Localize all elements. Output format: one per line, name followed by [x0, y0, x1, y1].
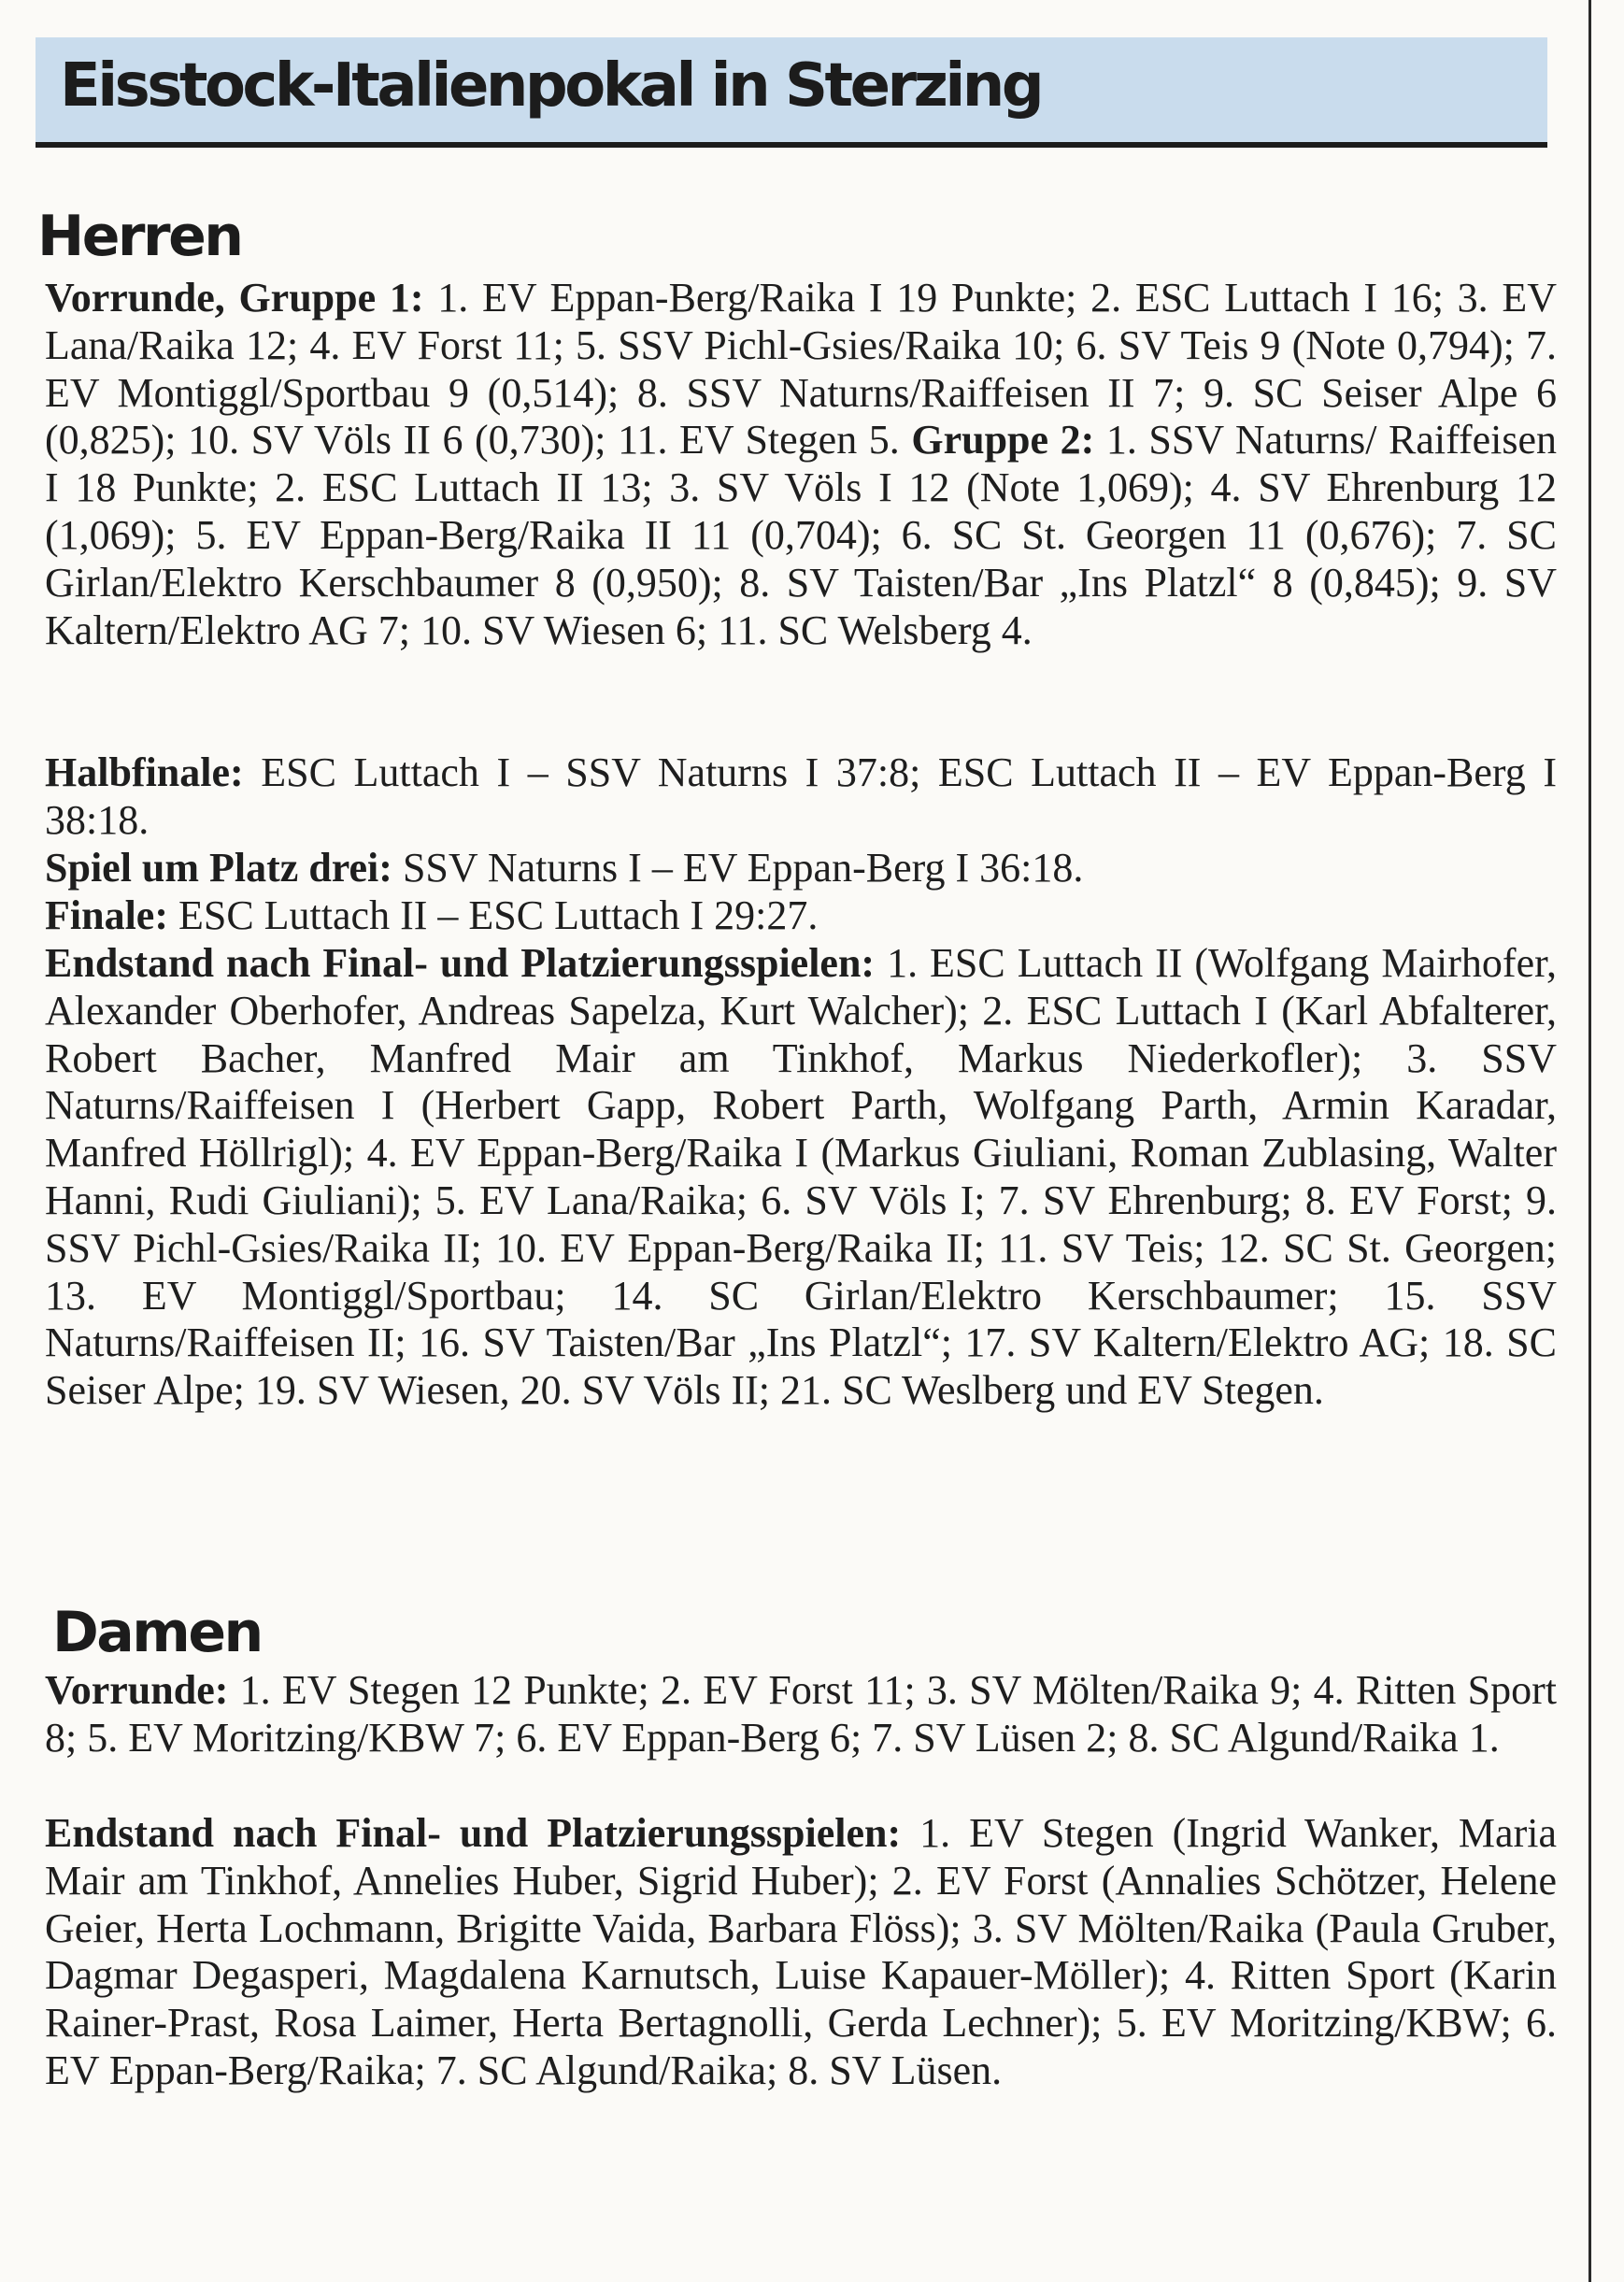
label-vorrunde-gruppe-1: Vorrunde, Gruppe 1: [45, 275, 424, 321]
text-halbfinale: ESC Luttach I – SSV Naturns I 37:8; ESC Luttach II – EV Eppan-Berg I 38:18. [45, 749, 1557, 843]
label-finale: Finale: [45, 892, 168, 938]
text-vorrunde-damen: 1. EV Stegen 12 Punkte; 2. EV Forst 11; 3. SV Mölten/Raika 9; 4. Ritten Sport 8; 5. EV Moritzing/KBW 7; 6. EV Eppan-Berg 6; 7. SV Lüsen 2; 8. SC Algund/Raika 1. [45, 1667, 1557, 1761]
text-endstand-damen: 1. EV Stegen (Ingrid Wanker, Maria Mair am Tinkhof, Annelies Huber, Sigrid Huber); 2. EV Forst (Annalies Schötzer, Helene Geier, Herta Lochmann, Brigitte Vaida, Barbara Flöss); 3. SV Mölten/Raika (Paula Gruber, Dagmar Degasperi, Magdalena Karnutsch, Luise Kapauer-Möller); 4. Ritten Sport (Karin Rainer-Prast, Rosa Laimer, Herta Bertagnolli, Gerda Lechner); 5. EV Moritzing/KBW; 6. EV Eppan-Berg/Raika; 7. SC Algund/Raika; 8. SV Lüsen. [45, 1810, 1557, 2093]
section-title-herren: Herren [37, 204, 242, 269]
column-divider [1588, 0, 1591, 2282]
paragraph-spiel-um-platz-drei [45, 845, 1557, 892]
paragraph-halbfinale [45, 749, 1557, 845]
label-endstand-damen: Endstand nach Final- und Platzierungsspielen: [45, 1810, 902, 1856]
headline-underline [36, 142, 1547, 148]
text-endstand-herren: 1. ESC Luttach II (Wolfgang Mairhofer, Alexander Oberhofer, Andreas Sapelza, Kurt Walcher); 2. ESC Luttach I (Karl Abfalterer, Robert Bacher, Manfred Mair am Tinkhof, Markus Niederkofler); 3. SSV Naturns/Raiffeisen I (Herbert Gapp, Robert Parth, Wolfgang Parth, Armin Karadar, Manfred Höllrigl); 4. EV Eppan-Berg/Raika I (Markus Giuliani, Roman Zublasing, Walter Hanni, Rudi Giuliani); 5. EV Lana/Raika; 6. SV Völs I; 7. SV Ehrenburg; 8. EV Forst; 9. SSV Pichl-Gsies/Raika II; 10. EV Eppan-Berg/Raika II; 11. SV Teis; 12. SC St. Georgen; 13. EV Montiggl/Sportbau; 14. SC Girlan/Elektro Kerschbaumer; 15. SSV Naturns/Raiffeisen II; 16. SV Taisten/Bar „Ins Platzl“; 17. SV Kaltern/Elektro AG; 18. SC Seiser Alpe; 19. SV Wiesen, 20. SV Völs II; 21. SC Weslberg und EV Stegen. [45, 940, 1557, 1414]
text-gruppe-1: 1. EV Eppan-Berg/Raika I 19 Punkte; 2. ESC Luttach I 16; 3. EV Lana/Raika 12; 4. EV Forst 11; 5. SSV Pichl-Gsies/Raika 10; 6. SV Teis 9 (Note 0,794); 7. EV Montiggl/Sportbau 9 (0,514); 8. SSV Naturns/Raiffeisen II 7; 9. SC Seiser Alpe 6 (0,825); 10. SV Völs II 6 (0,730); 11. EV Stegen 5. [45, 275, 1557, 464]
paragraph-endstand-herren [45, 940, 1557, 1415]
label-vorrunde-damen: Vorrunde: [45, 1667, 229, 1713]
text-gruppe-2: 1. SSV Naturns/ Raiffeisen I 18 Punkte; 2. ESC Luttach II 13; 3. SV Völs I 12 (Note 1,069); 4. SV Ehrenburg 12 (1,069); 5. EV Eppan-Berg/Raika II 11 (0,704); 6. SC St. Georgen 11 (0,676); 7. SC Girlan/Elektro Kerschbaumer 8 (0,950); 8. SV Taisten/Bar „Ins Platzl“ 8 (0,845); 9. SV Kaltern/Elektro AG 7; 10. SV Wiesen 6; 11. SC Welsberg 4. [45, 417, 1557, 653]
paragraph-endstand-damen [45, 1810, 1557, 2095]
section-title-damen: Damen [52, 1600, 262, 1665]
label-halbfinale: Halbfinale: [45, 749, 244, 795]
paragraph-vorrunde-damen [45, 1667, 1557, 1762]
paragraph-vorrunde-herren [45, 275, 1557, 654]
text-finale: ESC Luttach II – ESC Luttach I 29:27. [167, 892, 819, 938]
text-spiel-um-platz-drei: SSV Naturns I – EV Eppan-Berg I 36:18. [392, 845, 1084, 891]
article-headline: Eisstock-Italienpokal in Sterzing [60, 51, 1042, 121]
label-endstand-herren: Endstand nach Final- und Platzierungsspielen: [45, 940, 876, 986]
paragraph-finale [45, 892, 1557, 940]
label-spiel-um-platz-drei: Spiel um Platz drei: [45, 845, 392, 891]
label-gruppe-2: Gruppe 2: [911, 417, 1095, 464]
